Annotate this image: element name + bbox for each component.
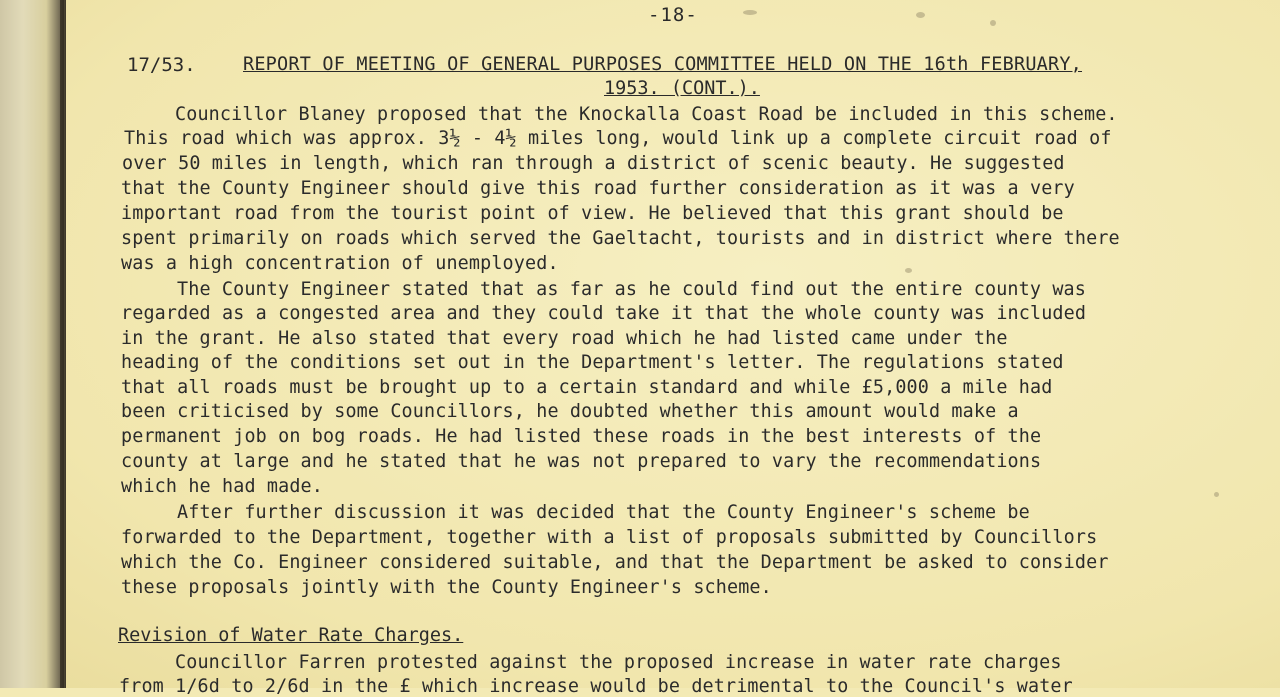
minute-reference: 17/53. bbox=[127, 54, 196, 76]
text-line: regarded as a congested area and they could take it that the whole county was included bbox=[121, 303, 1087, 324]
text-line: these proposals jointly with the County Engineer's scheme. bbox=[121, 577, 772, 598]
text-line: heading of the conditions set out in the Department's letter. The regulations stated bbox=[121, 352, 1064, 373]
text-line: This road which was approx. 3½ - 4½ miles long, would link up a complete circuit road of bbox=[124, 128, 1112, 149]
text-line: spent primarily on roads which served the Gaeltacht, tourists and in district where there bbox=[121, 228, 1120, 249]
text-line: permanent job on bog roads. He had listed these roads in the best interests of the bbox=[121, 426, 1042, 447]
text-line: forwarded to the Department, together with a list of proposals submitted by Councillors bbox=[121, 527, 1098, 548]
text-line: from 1/6d to 2/6d in the £ which increase would be detrimental to the Council's water bbox=[119, 676, 1073, 697]
text-line: Councillor Farren protested against the proposed increase in water rate charges bbox=[175, 652, 1062, 673]
paper-speck bbox=[990, 20, 996, 26]
text-line: in the grant. He also stated that every road which he had listed came under the bbox=[121, 328, 1008, 349]
paper-speck bbox=[916, 12, 925, 18]
text-line: over 50 miles in length, which ran through a district of scenic beauty. He suggested bbox=[122, 153, 1065, 174]
text-line: The County Engineer stated that as far as he could find out the entire county was bbox=[177, 279, 1086, 300]
paper-speck bbox=[743, 10, 757, 15]
section-heading: Revision of Water Rate Charges. bbox=[118, 625, 464, 646]
text-line: important road from the tourist point of view. He believed that this grant should be bbox=[121, 203, 1064, 224]
text-line: county at large and he stated that he was not prepared to vary the recommendations bbox=[121, 451, 1042, 472]
text-line: that all roads must be brought up to a certain standard and while £5,000 a mile had bbox=[121, 377, 1053, 398]
report-title: REPORT OF MEETING OF GENERAL PURPOSES COMMITTEE HELD ON THE 16th FEBRUARY, bbox=[243, 54, 1083, 75]
page-number: -18- bbox=[648, 4, 698, 26]
paper-speck bbox=[905, 268, 912, 273]
text-line: been criticised by some Councillors, he doubted whether this amount would make a bbox=[121, 401, 1019, 422]
binding-edge bbox=[60, 0, 64, 688]
binding-gutter bbox=[0, 0, 66, 688]
text-line: Councillor Blaney proposed that the Knockalla Coast Road be included in this scheme. bbox=[175, 104, 1118, 125]
text-line: which he had made. bbox=[121, 476, 323, 497]
text-line: which the Co. Engineer considered suitable, and that the Department be asked to consider bbox=[121, 552, 1109, 573]
report-title-continued: 1953. (CONT.). bbox=[604, 78, 760, 99]
paper-speck bbox=[1214, 492, 1219, 497]
text-line: that the County Engineer should give this road further consideration as it was a very bbox=[121, 178, 1075, 199]
text-line: After further discussion it was decided that the County Engineer's scheme be bbox=[177, 502, 1030, 523]
text-line: was a high concentration of unemployed. bbox=[121, 253, 559, 274]
